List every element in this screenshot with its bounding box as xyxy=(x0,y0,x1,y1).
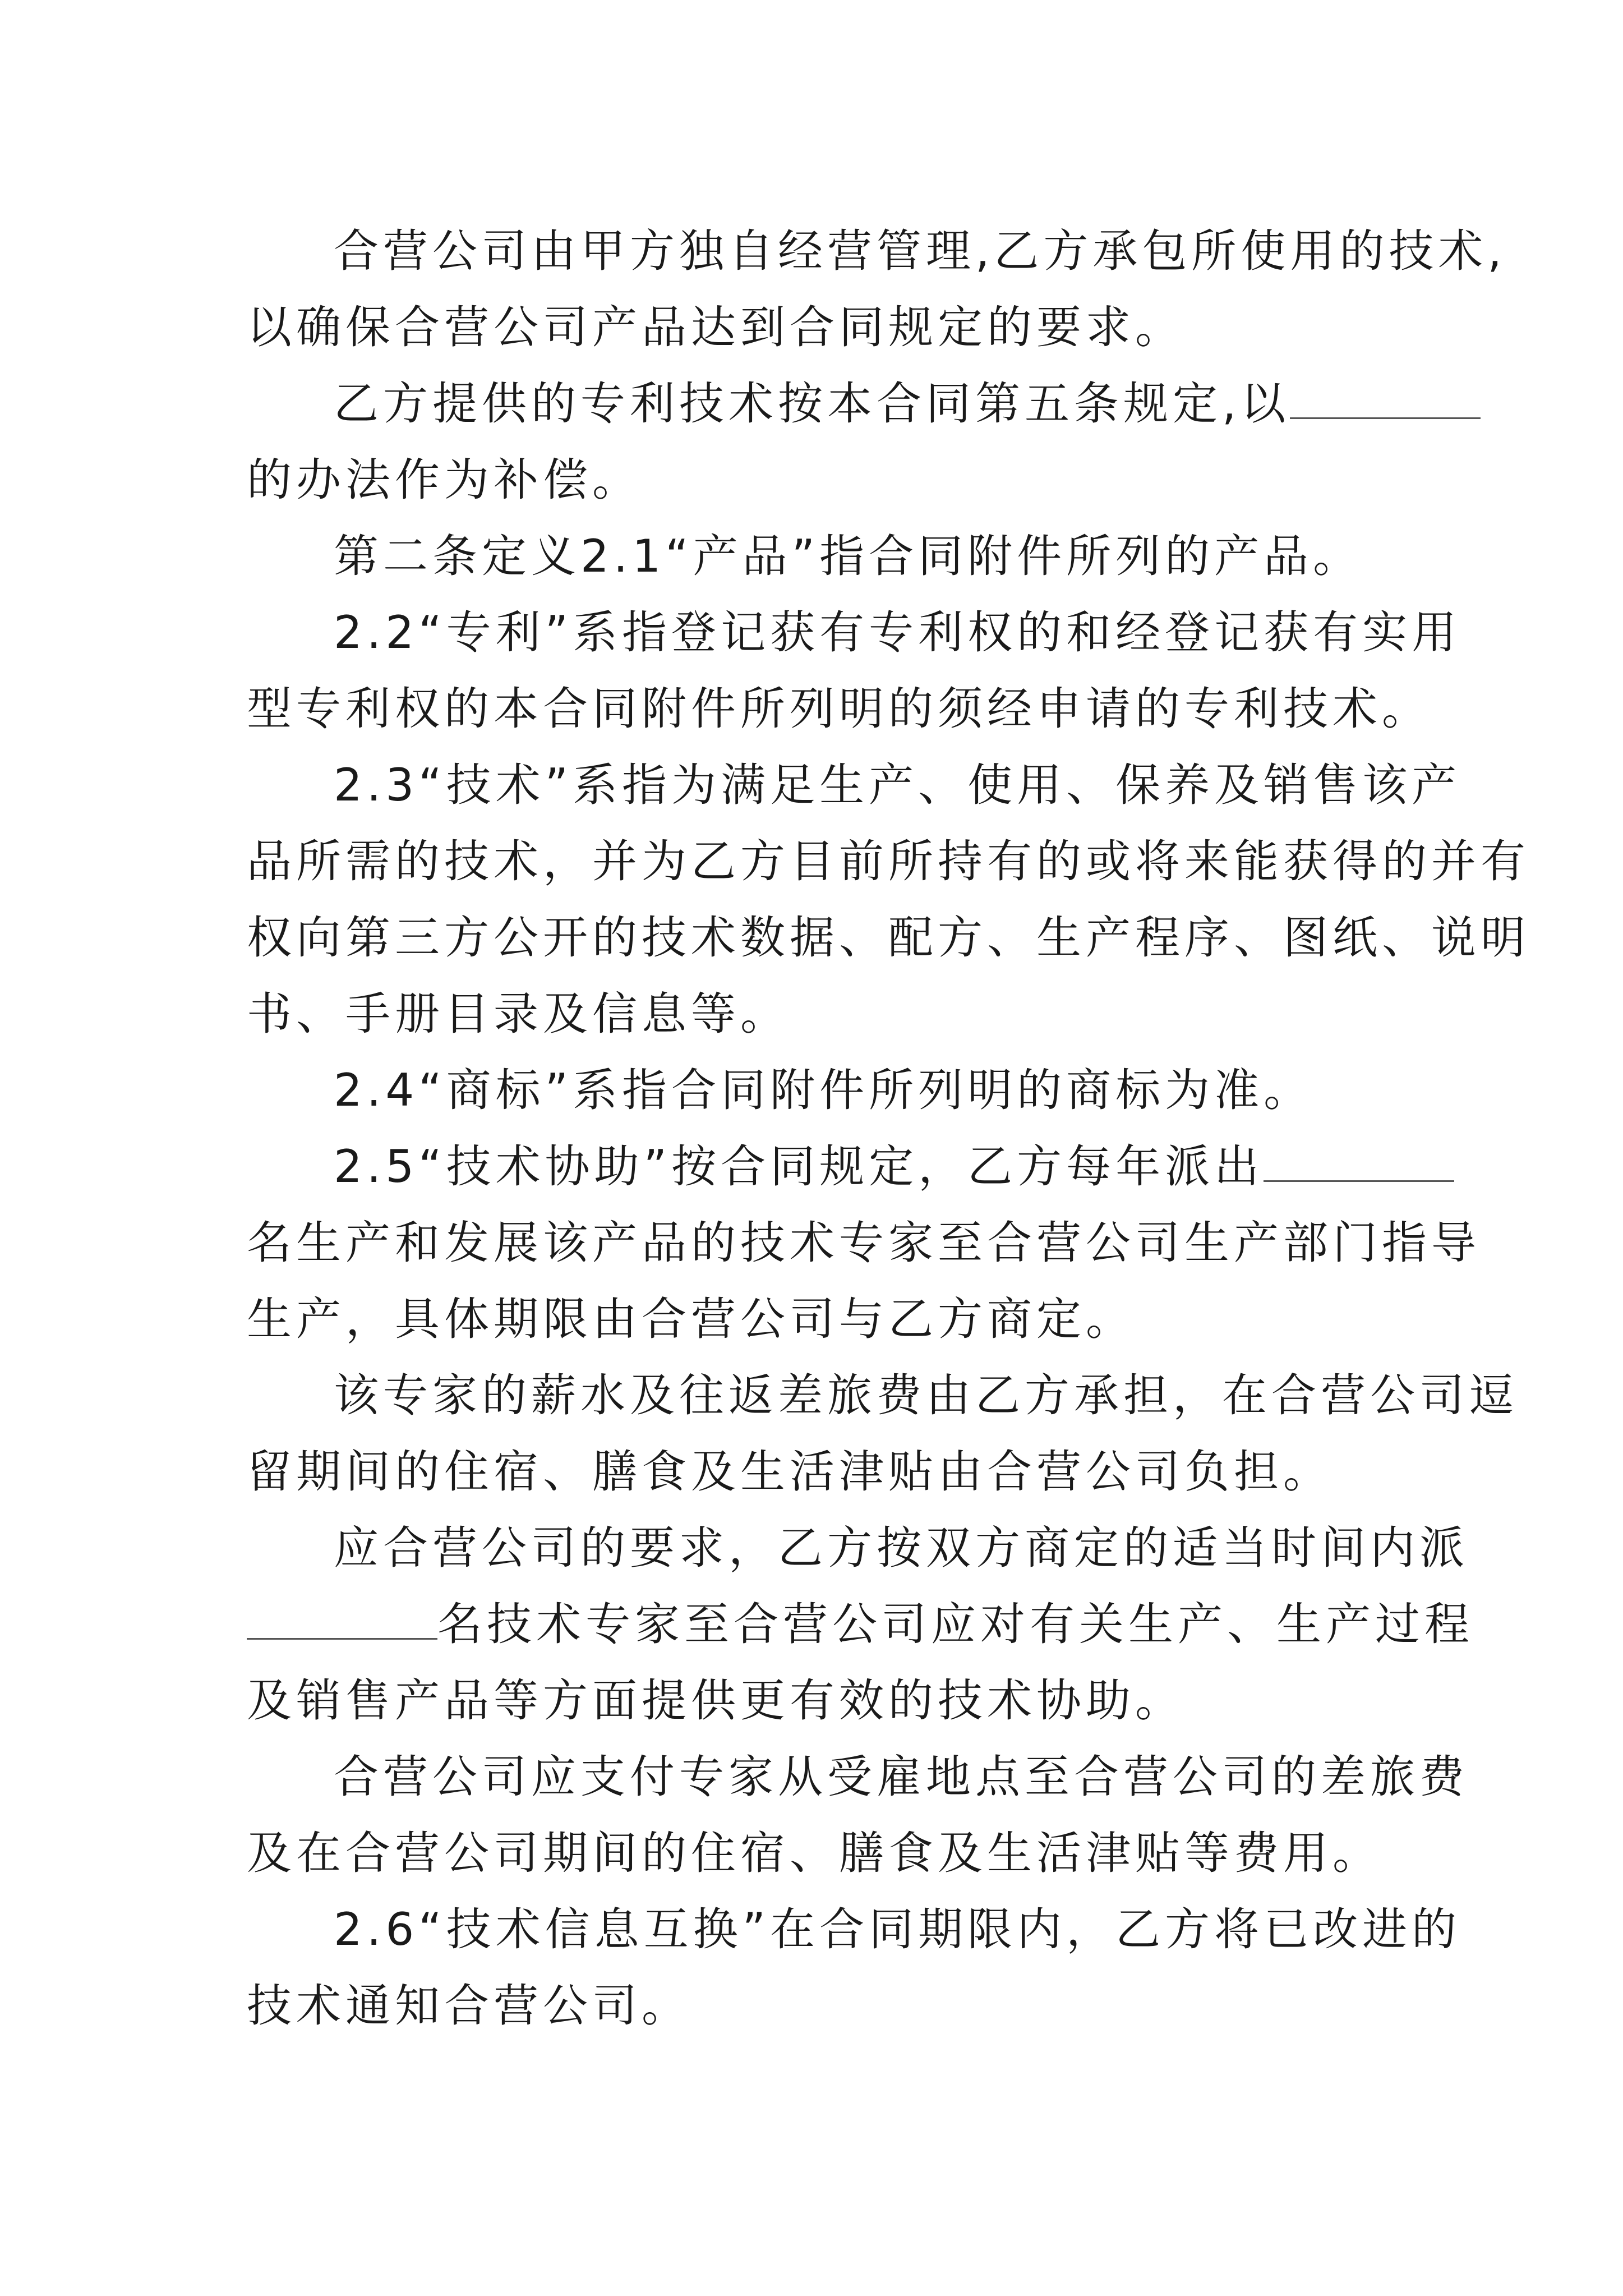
line-text: 及销售产品等方面提供更有效的技术协助。 xyxy=(247,1674,1184,1727)
paragraph-line xyxy=(247,1438,1623,1506)
paragraph-line xyxy=(247,447,1623,514)
line-text: 乙方提供的专利技术按本合同第五条规定,以 xyxy=(334,378,1290,430)
paragraph-line xyxy=(334,218,1623,285)
line-text: 生产，具体期限由合营公司与乙方商定。 xyxy=(247,1293,1135,1345)
paragraph-line xyxy=(334,1743,1623,1811)
line-text: 该专家的薪水及往返差旅费由乙方承担，在合营公司逗 xyxy=(334,1369,1518,1421)
line-text: 2.6“技术信息互换”在合同期限内，乙方将已改进的 xyxy=(334,1903,1461,1955)
paragraph-line xyxy=(247,1820,1623,1887)
paragraph-line xyxy=(247,1591,1623,1658)
line-text: 的办法作为补偿。 xyxy=(247,454,642,506)
paragraph-line xyxy=(334,1896,1623,1963)
line-text: 名技术专家至合营公司应对有关生产、生产过程 xyxy=(437,1598,1474,1650)
paragraph-line xyxy=(247,904,1623,972)
paragraph-line xyxy=(334,599,1623,666)
line-text: 以确保合营公司产品达到合同规定的要求。 xyxy=(247,301,1184,353)
paragraph-line xyxy=(247,1209,1623,1277)
paragraph-line xyxy=(334,1515,1623,1582)
paragraph-line xyxy=(247,1286,1623,1353)
fill-in-blank[interactable] xyxy=(247,1591,437,1640)
line-text: 名生产和发展该产品的技术专家至合营公司生产部门指导 xyxy=(247,1217,1481,1269)
line-text: 合营公司由甲方独自经营管理,乙方承包所使用的技术, xyxy=(334,225,1506,277)
line-text: 技术通知合营公司。 xyxy=(247,1980,691,2032)
paragraph-line xyxy=(247,675,1623,743)
fill-in-blank[interactable] xyxy=(1290,370,1481,419)
line-text: 型专利权的本合同附件所列明的须经申请的专利技术。 xyxy=(247,683,1431,735)
line-text: 应合营公司的要求，乙方按双方商定的适当时间内派 xyxy=(334,1522,1469,1574)
paragraph-line xyxy=(334,370,1623,438)
line-text: 书、手册目录及信息等。 xyxy=(247,988,790,1040)
line-text: 权向第三方公开的技术数据、配方、生产程序、图纸、说明 xyxy=(247,912,1530,964)
paragraph-line xyxy=(334,1133,1623,1200)
line-text: 2.4“商标”系指合同附件所列明的商标为准。 xyxy=(334,1064,1313,1116)
line-text: 合营公司应支付专家从受雇地点至合营公司的差旅费 xyxy=(334,1751,1469,1803)
paragraph-line xyxy=(247,1667,1623,1734)
paragraph-line xyxy=(334,1057,1623,1124)
paragraph-line xyxy=(247,294,1623,361)
line-text: 第二条定义2.1“产品”指合同附件所列的产品。 xyxy=(334,530,1363,582)
paragraph-line xyxy=(334,752,1623,819)
line-text: 2.5“技术协助”按合同规定，乙方每年派出 xyxy=(334,1140,1264,1193)
paragraph-line xyxy=(334,1362,1623,1429)
line-text: 及在合营公司期间的住宿、膳食及生活津贴等费用。 xyxy=(247,1827,1382,1879)
line-text: 品所需的技术，并为乙方目前所持有的或将来能获得的并有 xyxy=(247,835,1530,887)
paragraph-line xyxy=(247,1972,1623,2040)
paragraph-line xyxy=(247,828,1623,895)
fill-in-blank[interactable] xyxy=(1264,1133,1454,1182)
paragraph-line xyxy=(247,981,1623,1048)
line-text: 2.3“技术”系指为满足生产、使用、保养及销售该产 xyxy=(334,759,1461,811)
paragraph-line xyxy=(334,523,1623,590)
line-text: 2.2“专利”系指登记获有专利权的和经登记获有实用 xyxy=(334,606,1461,659)
line-text: 留期间的住宿、膳食及生活津贴由合营公司负担。 xyxy=(247,1446,1332,1498)
